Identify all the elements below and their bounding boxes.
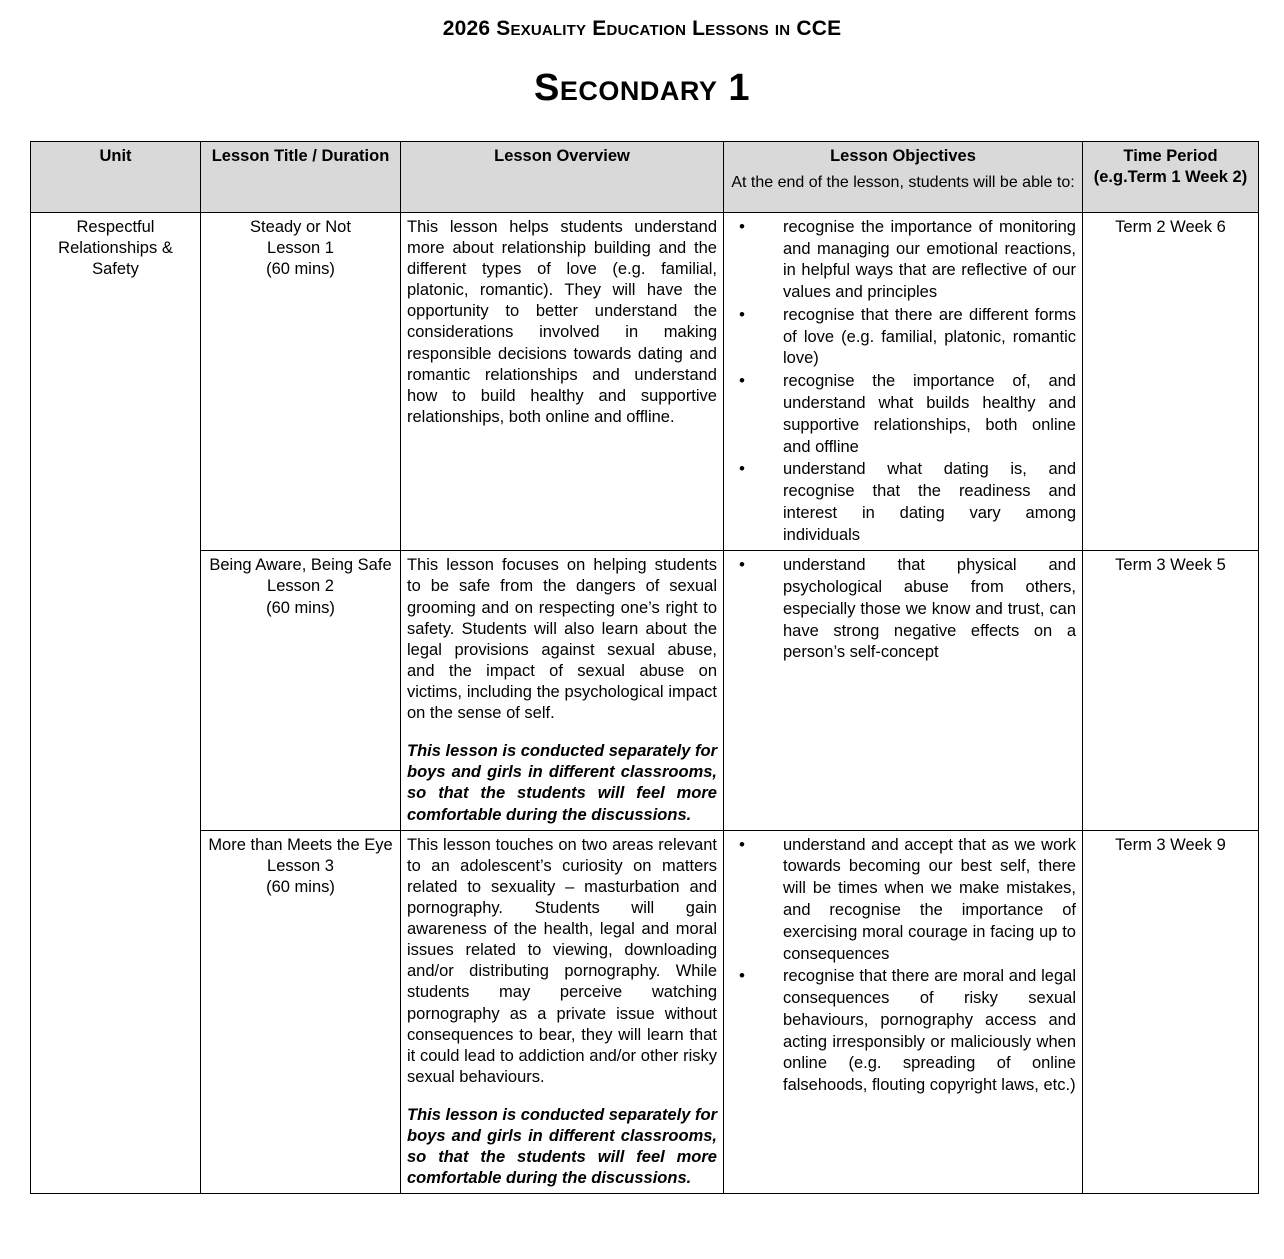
lesson-overview-cell bbox=[401, 830, 724, 1194]
list-item bbox=[730, 305, 1076, 370]
lesson-duration: (60 mins) bbox=[266, 877, 335, 896]
column-header-unit-label: Unit bbox=[99, 146, 132, 165]
lesson-number: Lesson 2 bbox=[267, 577, 334, 596]
time-period-cell: Term 3 Week 5 bbox=[1083, 551, 1259, 830]
column-header-lesson-title bbox=[201, 141, 401, 212]
objective-text: understand what dating is, and recognise that the readiness and interest in dating vary among individuals bbox=[783, 460, 1076, 544]
column-header-lesson-title-label: Lesson Title / Duration bbox=[211, 146, 390, 165]
lesson-overview-note: This lesson is conducted separately for boys and girls in different classrooms, so that the students will feel more comfortable during the discussions. bbox=[407, 1105, 717, 1188]
lesson-title: Being Aware, Being Safe bbox=[209, 556, 392, 575]
lesson-overview-cell bbox=[401, 551, 724, 830]
column-header-lesson-objectives-sublabel: At the end of the lesson, students will be able to: bbox=[731, 173, 1075, 191]
lesson-objectives-cell bbox=[724, 212, 1083, 550]
lesson-table bbox=[30, 141, 1259, 1195]
lesson-objectives-cell bbox=[724, 551, 1083, 830]
objective-text: understand and accept that as we work towards becoming our best self, there will be times when we make mistakes, and recognise the importance of exercising moral courage in facing up to consequences bbox=[783, 835, 1076, 963]
lesson-title: More than Meets the Eye bbox=[208, 835, 393, 854]
column-header-lesson-overview-label: Lesson Overview bbox=[494, 146, 630, 165]
time-period-cell: Term 3 Week 9 bbox=[1083, 830, 1259, 1194]
list-item bbox=[730, 555, 1076, 664]
lesson-title-cell bbox=[201, 212, 401, 550]
objective-text: recognise that there are different forms of love (e.g. familial, platonic, romantic love) bbox=[783, 305, 1076, 368]
list-item bbox=[730, 835, 1076, 966]
column-header-lesson-overview bbox=[401, 141, 724, 212]
document-subtitle: Secondary 1 bbox=[533, 67, 751, 110]
table-row bbox=[31, 212, 1259, 550]
column-header-unit bbox=[31, 141, 201, 212]
table-row bbox=[31, 830, 1259, 1194]
list-item bbox=[730, 217, 1076, 304]
column-header-lesson-objectives-label: Lesson Objectives bbox=[830, 146, 976, 165]
column-header-time-period-sublabel: (e.g.Term 1 Week 2) bbox=[1093, 167, 1248, 186]
objective-text: recognise the importance of monitoring and managing our emotional reactions, in helpful ways that are reflective of our values and principles bbox=[783, 217, 1076, 302]
lesson-title-cell bbox=[201, 830, 401, 1194]
lesson-objectives-cell bbox=[724, 830, 1083, 1194]
table-header-row bbox=[31, 141, 1259, 212]
objectives-list bbox=[730, 217, 1076, 546]
lesson-number: Lesson 3 bbox=[267, 856, 334, 875]
column-header-time-period-label: Time Period bbox=[1123, 146, 1218, 165]
lesson-title-cell bbox=[201, 551, 401, 830]
lesson-overview-note: This lesson is conducted separately for boys and girls in different classrooms, so that the students will feel more comfortable during the discussions. bbox=[407, 742, 717, 824]
document-title: 2026 Sexuality Education Lessons in CCE bbox=[442, 17, 842, 40]
list-item bbox=[730, 459, 1076, 546]
objective-text: recognise the importance of, and understand what builds healthy and supportive relationships, both online and offline bbox=[783, 372, 1076, 456]
objectives-list bbox=[730, 555, 1076, 664]
table-row bbox=[31, 551, 1259, 830]
lesson-overview-text: This lesson focuses on helping students to be safe from the dangers of sexual grooming and on respecting one’s right to safety. Students will also learn about the legal provisions against sexual abuse, and the impact of sexual abuse on victims, including the psychological impact on the sense of self. bbox=[407, 556, 717, 723]
lesson-duration: (60 mins) bbox=[266, 598, 335, 617]
unit-cell: Respectful Relationships & Safety bbox=[31, 212, 201, 1194]
list-item bbox=[730, 966, 1076, 1097]
lesson-table-container bbox=[30, 141, 1258, 1195]
lesson-duration: (60 mins) bbox=[266, 260, 335, 279]
lesson-number: Lesson 1 bbox=[267, 238, 334, 257]
objective-text: understand that physical and psychological abuse from others, especially those we know and trust, can have strong negative effects on a person’s self-concept bbox=[783, 556, 1076, 662]
column-header-time-period bbox=[1083, 141, 1259, 212]
lesson-overview-text: This lesson helps students understand more about relationship building and the different types of love (e.g. familial, platonic, romantic). They will have the opportunity to better understand the considerations involved in making responsible decisions towards dating and romantic relationships and understand how to build healthy and supportive relationships, both online and offline. bbox=[407, 217, 717, 426]
column-header-lesson-objectives bbox=[724, 141, 1083, 212]
table-body bbox=[31, 212, 1259, 1194]
lesson-overview-text: This lesson touches on two areas relevant to an adolescent’s curiosity on matters related to sexuality – masturbation and pornography. Students will gain awareness of the health, legal and moral issues related to viewing, downloading and/or distributing pornography. While students may perceive watching pornography as a private issue without consequences to bear, they will learn that it could lead to addiction and/or other risky sexual behaviours. bbox=[407, 835, 717, 1086]
lesson-overview-cell bbox=[401, 212, 724, 550]
objective-text: recognise that there are moral and legal consequences of risky sexual behaviours, pornography access and acting irresponsibly or maliciously when online (e.g. spreading of online falsehoods, flouting copyright laws, etc.) bbox=[783, 967, 1076, 1095]
objectives-list bbox=[730, 835, 1076, 1097]
list-item bbox=[730, 371, 1076, 458]
table-header bbox=[31, 141, 1259, 212]
lesson-title: Steady or Not bbox=[250, 217, 351, 236]
document-page bbox=[0, 16, 1284, 1194]
time-period-cell: Term 2 Week 6 bbox=[1083, 212, 1259, 550]
